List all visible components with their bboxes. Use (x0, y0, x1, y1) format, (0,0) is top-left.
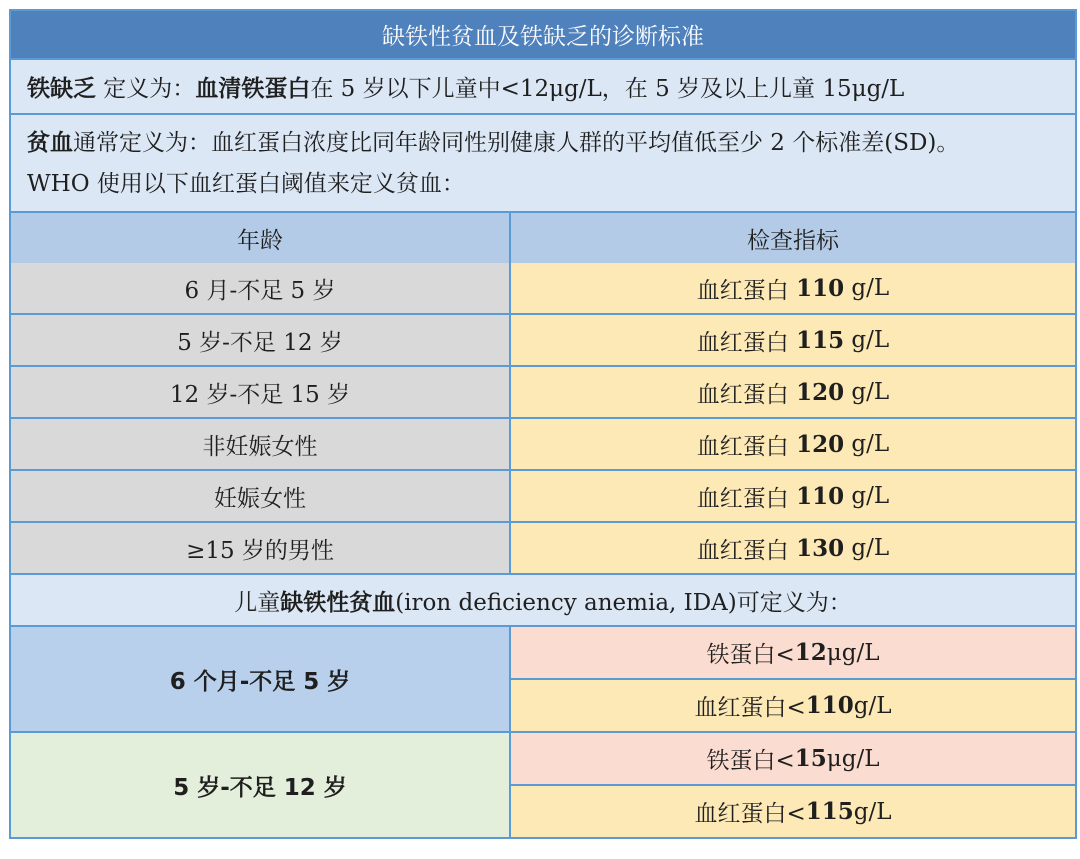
table-row (11, 469, 1075, 521)
iron-deficiency-row (11, 58, 1075, 113)
ferritin-criterion (511, 733, 1075, 784)
indicator-prefix: 血红蛋白 (696, 537, 797, 564)
indicator-value: 115 (796, 326, 845, 354)
ida-group-age: 5 岁-不足 12 岁 (11, 733, 509, 837)
hemoglobin-value: 115 (805, 798, 854, 825)
age-cell: 非妊娠女性 (11, 419, 509, 469)
table-title: 缺铁性贫血及铁缺乏的诊断标准 (11, 11, 1075, 58)
serum-ferritin-term: 血清铁蛋白 (195, 76, 311, 102)
indicator-value: 130 (796, 534, 845, 562)
age-cell: 5 岁-不足 12 岁 (11, 315, 509, 365)
anemia-definition-text: 通常定义为：血红蛋白浓度比同年龄同性别健康人群的平均值低至少 2 个标准差(SD)。 (73, 129, 960, 156)
who-table-header (11, 211, 1075, 263)
indicator-unit: g/L (844, 275, 890, 301)
indicator-cell (509, 471, 1075, 521)
age-cell: ≥15 岁的男性 (11, 523, 509, 573)
diagnosis-criteria-table (9, 9, 1077, 839)
anemia-definition-row (11, 113, 1075, 165)
table-row (11, 365, 1075, 417)
ferritin-prefix: 铁蛋白< (706, 642, 795, 668)
indicator-cell (509, 523, 1075, 573)
iron-deficiency-defined-as: 定义为： (96, 76, 196, 102)
indicator-cell (509, 367, 1075, 417)
ida-group (11, 731, 1075, 837)
ida-prefix: 儿童 (234, 589, 281, 616)
ida-group-criteria (509, 627, 1075, 731)
table-row (11, 313, 1075, 365)
indicator-prefix: 血红蛋白 (696, 485, 797, 512)
who-intro-row (11, 165, 1075, 211)
hemoglobin-prefix: 血红蛋白< (694, 801, 806, 827)
age-cell: 妊娠女性 (11, 471, 509, 521)
ferritin-prefix: 铁蛋白< (706, 748, 795, 774)
ferritin-criterion (511, 627, 1075, 678)
ida-group-age: 6 个月-不足 5 岁 (11, 627, 509, 731)
hemoglobin-value: 110 (805, 692, 854, 719)
indicator-prefix: 血红蛋白 (696, 381, 797, 408)
iron-deficiency-definition (11, 60, 1075, 113)
ferritin-value: 12 (794, 639, 827, 666)
indicator-cell (509, 263, 1075, 313)
iron-deficiency-criteria: 在 5 岁以下儿童中<12μg/L，在 5 岁及以上儿童 15μg/L (310, 76, 905, 102)
indicator-unit: g/L (844, 483, 890, 509)
indicator-value: 120 (796, 378, 845, 406)
indicator-value: 110 (796, 482, 845, 510)
hemoglobin-unit: g/L (853, 798, 892, 825)
table-row (11, 521, 1075, 573)
indicator-unit: g/L (844, 379, 890, 405)
anemia-term: 贫血 (27, 129, 73, 156)
ida-group (11, 625, 1075, 731)
anemia-definition (11, 115, 1075, 165)
hemoglobin-criterion (511, 678, 1075, 731)
ida-term: 缺铁性贫血 (280, 589, 396, 616)
iron-deficiency-term: 铁缺乏 (27, 76, 96, 102)
indicator-prefix: 血红蛋白 (696, 329, 797, 356)
indicator-value: 110 (796, 274, 845, 302)
hemoglobin-criterion (511, 784, 1075, 837)
hemoglobin-prefix: 血红蛋白< (694, 695, 806, 721)
indicator-cell (509, 419, 1075, 469)
indicator-prefix: 血红蛋白 (696, 433, 797, 460)
title-row (11, 11, 1075, 58)
who-intro: WHO 使用以下血红蛋白阈值来定义贫血： (11, 165, 1075, 211)
ferritin-unit: μg/L (826, 639, 880, 666)
indicator-cell (509, 315, 1075, 365)
header-indicator: 检查指标 (509, 213, 1075, 263)
age-cell: 12 岁-不足 15 岁 (11, 367, 509, 417)
ferritin-value: 15 (794, 745, 827, 772)
hemoglobin-unit: g/L (853, 692, 892, 719)
ida-definition-title (11, 575, 1075, 625)
indicator-prefix: 血红蛋白 (696, 277, 797, 304)
header-age: 年龄 (11, 213, 509, 263)
indicator-unit: g/L (844, 327, 890, 353)
table-row (11, 263, 1075, 313)
indicator-unit: g/L (844, 535, 890, 561)
age-cell: 6 月-不足 5 岁 (11, 263, 509, 313)
indicator-value: 120 (796, 430, 845, 458)
ida-group-criteria (509, 733, 1075, 837)
ida-suffix: (iron deficiency anemia, IDA)可定义为： (395, 589, 852, 616)
table-row (11, 417, 1075, 469)
ferritin-unit: μg/L (826, 745, 880, 772)
ida-title-row (11, 573, 1075, 625)
indicator-unit: g/L (844, 431, 890, 457)
